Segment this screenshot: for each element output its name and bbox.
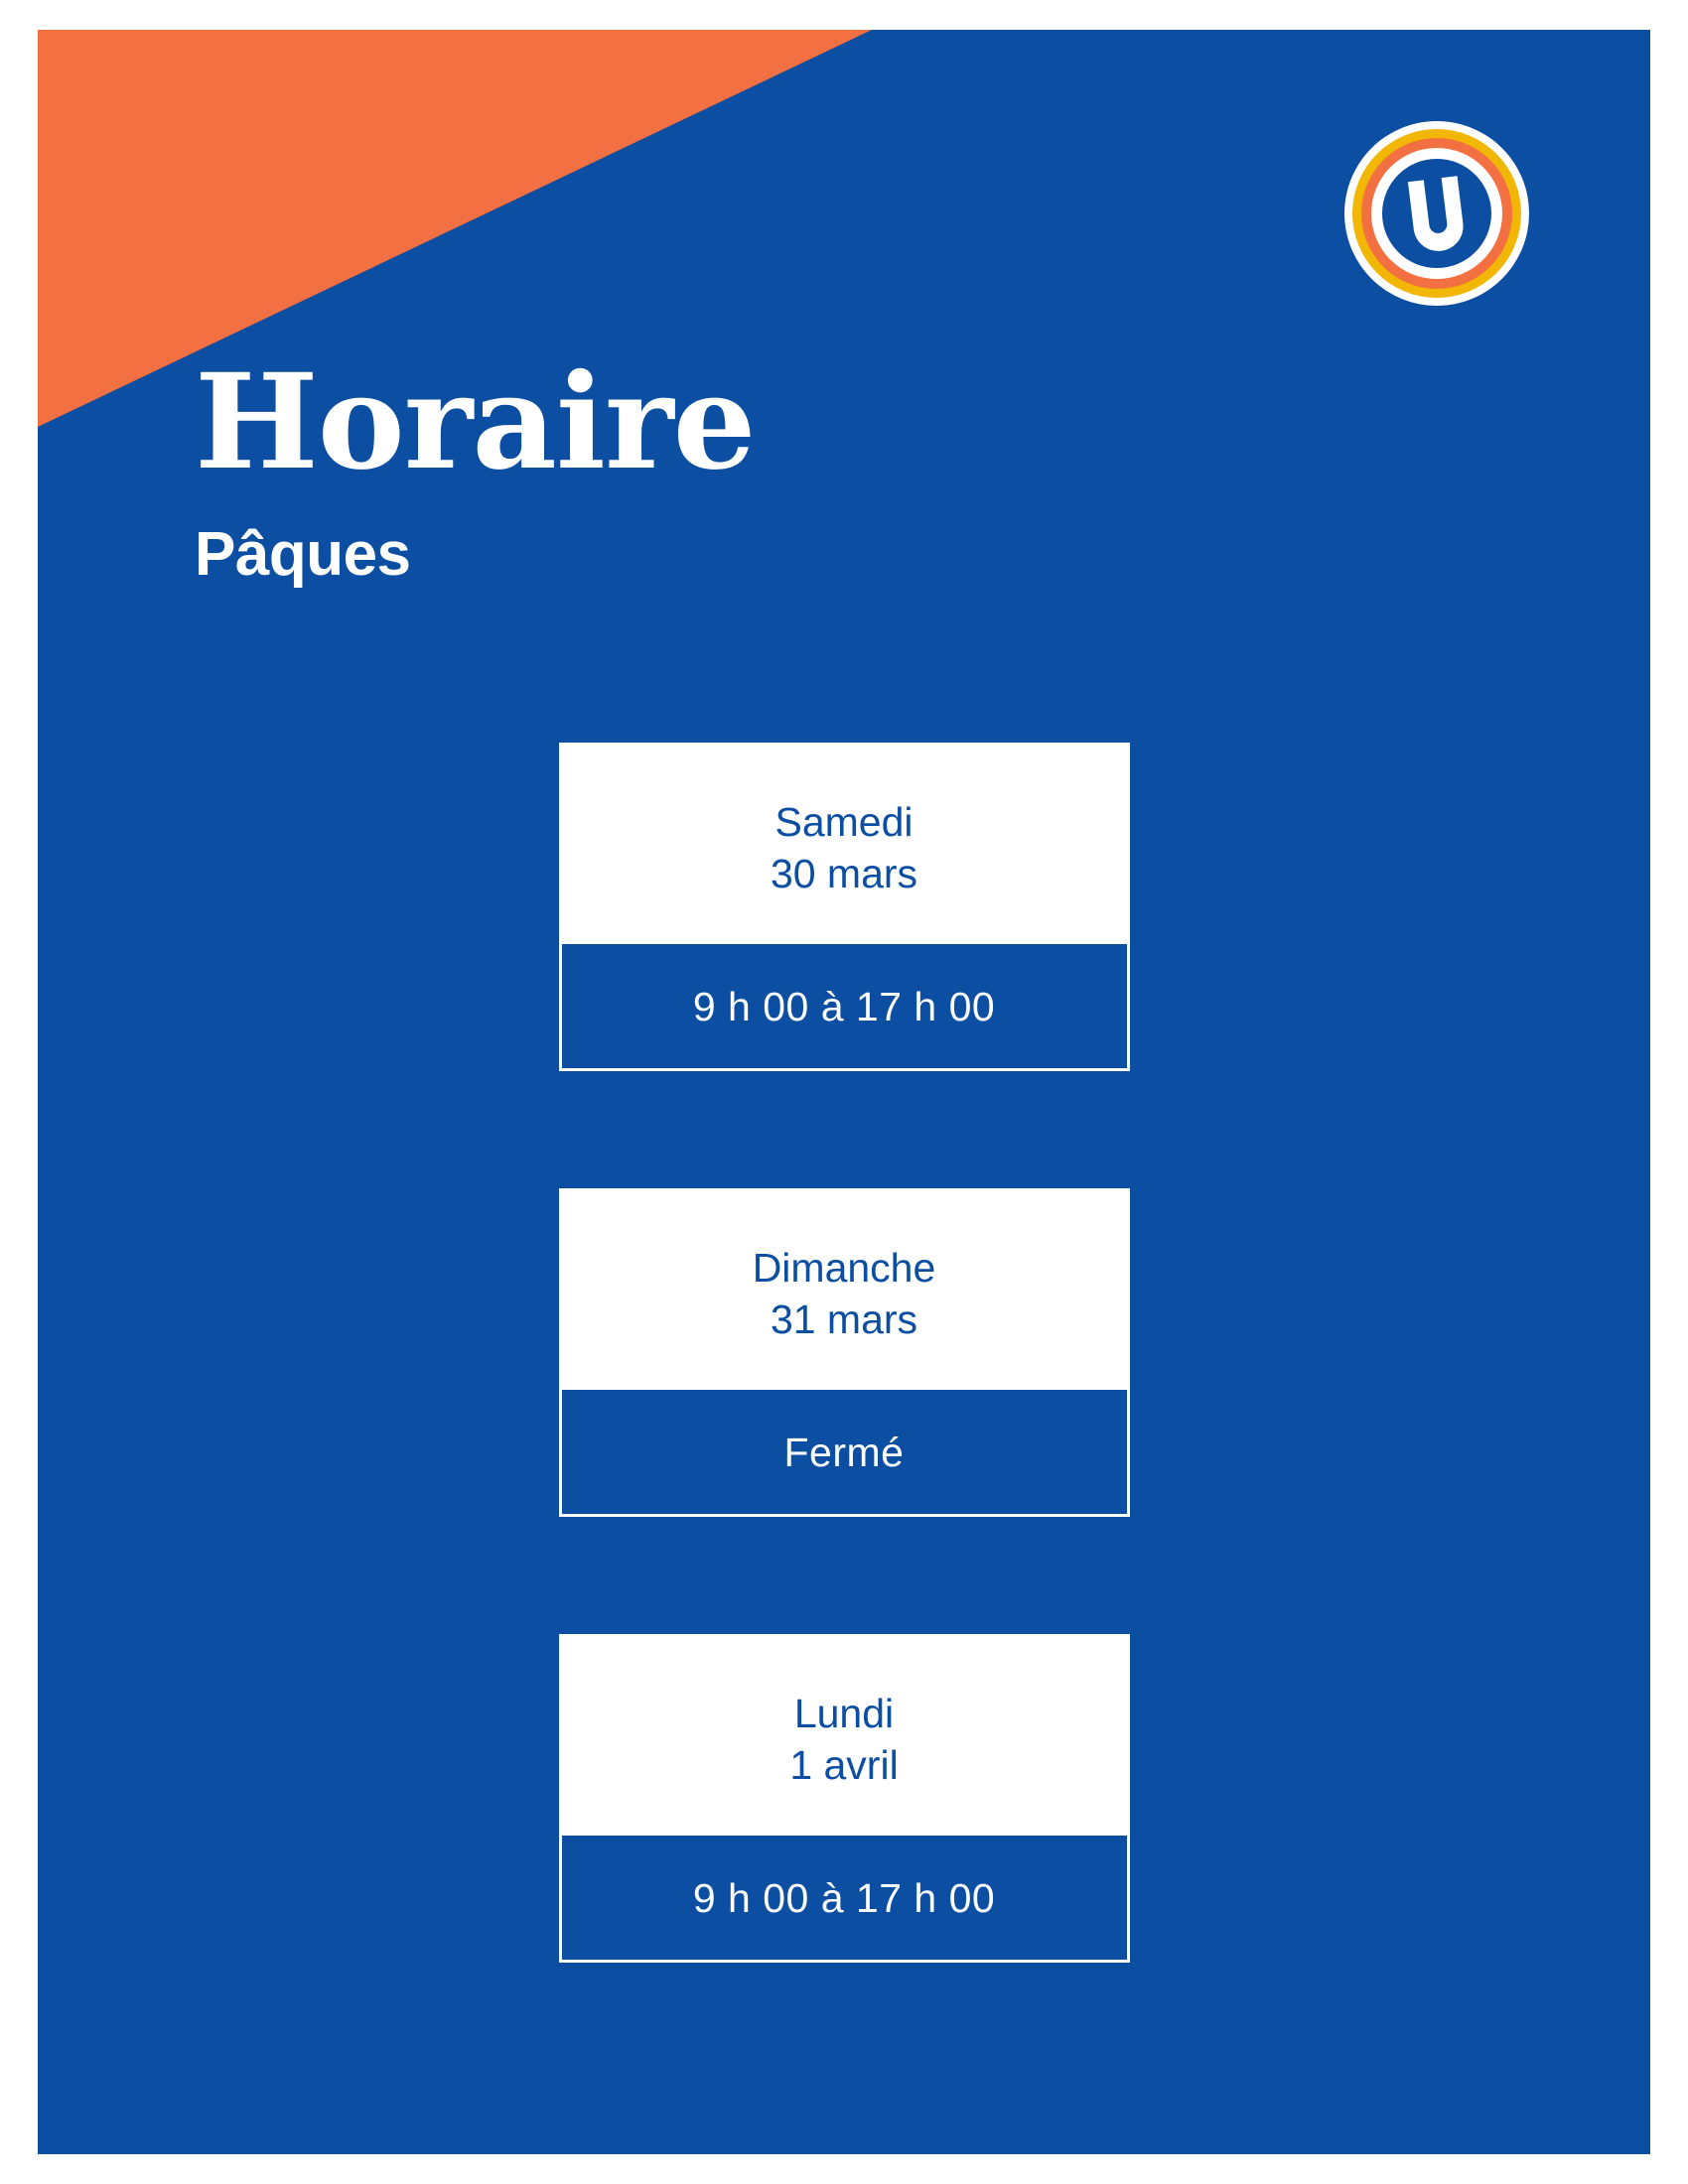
- schedule-day-date: 30 mars: [770, 851, 918, 897]
- schedule-day-name: Lundi: [793, 1690, 895, 1736]
- poster-canvas: [38, 30, 1650, 2154]
- schedule-card: [559, 743, 1130, 1071]
- page-title: Horaire: [195, 345, 756, 499]
- schedule-card: [559, 1188, 1130, 1517]
- schedule-card-day: [559, 1188, 1130, 1390]
- schedule-card-hours: 9 h 00 à 17 h 00: [559, 1836, 1130, 1963]
- schedule-day-name: Samedi: [774, 799, 914, 845]
- brand-logo-u-icon: [1342, 119, 1531, 308]
- schedule-card-hours: 9 h 00 à 17 h 00: [559, 944, 1130, 1071]
- schedule-day-name: Dimanche: [752, 1244, 936, 1291]
- schedule-card-hours: Fermé: [559, 1390, 1130, 1517]
- title-block: [195, 345, 1188, 589]
- schedule-day-date: 31 mars: [770, 1297, 918, 1343]
- page-subtitle: Pâques: [195, 520, 411, 589]
- schedule-card-day: [559, 1634, 1130, 1836]
- schedule-day-date: 1 avril: [789, 1742, 899, 1789]
- schedule-card-day: [559, 743, 1130, 944]
- schedule-card: [559, 1634, 1130, 1963]
- schedule-list: [38, 743, 1650, 1963]
